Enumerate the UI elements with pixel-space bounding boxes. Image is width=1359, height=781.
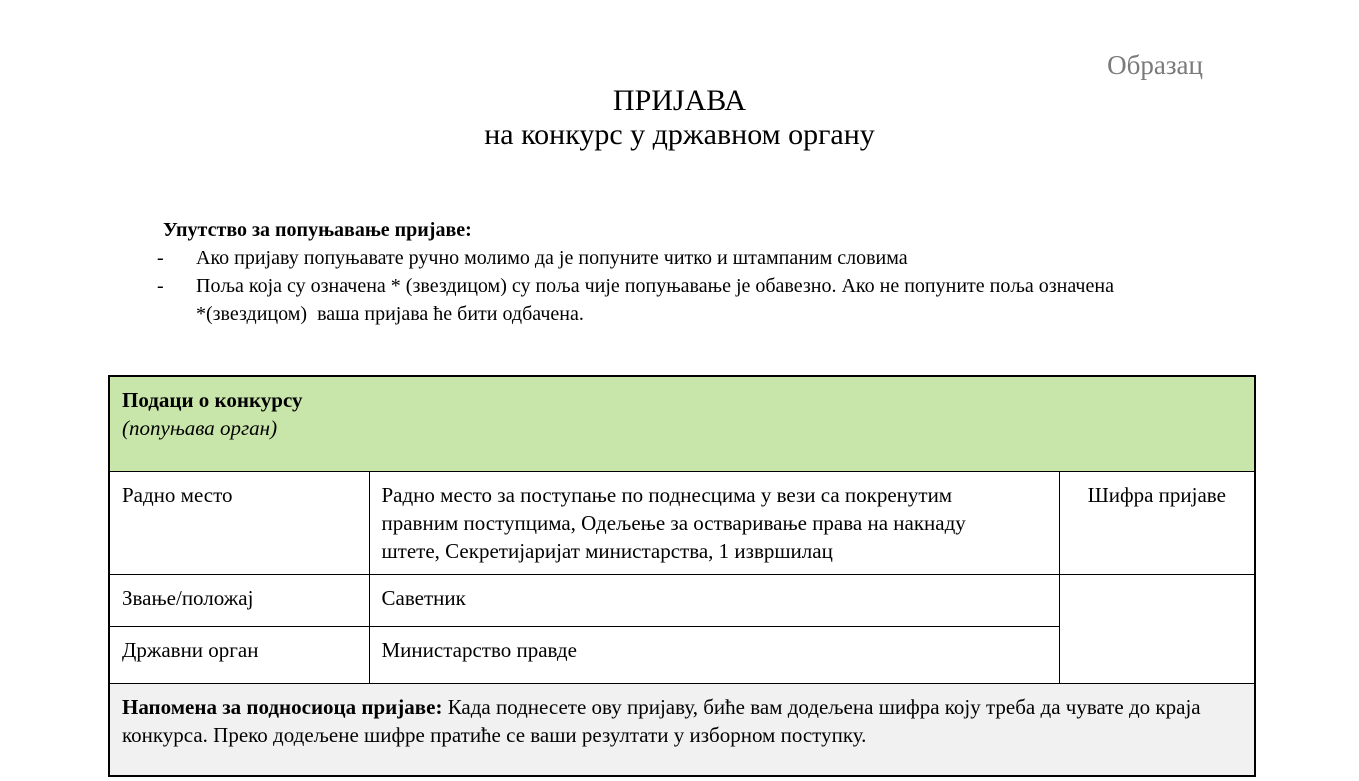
- table-header-title: Подаци о конкурсу: [122, 388, 303, 412]
- note-line: конкурса. Преко додељене шифре пратиће се ваши резултати у изборном поступку.: [122, 722, 867, 747]
- document-title-line2: на конкурс у државном органу: [484, 118, 875, 151]
- sifra-prijave-value: [1059, 574, 1255, 683]
- table-row: [109, 574, 1255, 626]
- table-row: [109, 471, 1255, 574]
- document-title-line1: ПРИЈАВА: [612, 84, 747, 117]
- konkurs-table: [108, 375, 1256, 777]
- form-label: Образац: [1107, 50, 1203, 80]
- note-text: Када поднесете ову пријаву, биће вам додељена шифра коју треба да чувате до краја: [442, 694, 1201, 719]
- sifra-prijave-header: Шифра пријаве: [1059, 471, 1255, 574]
- value-line: правним поступцима, Одељење за остваривање права на накнаду: [381, 510, 966, 535]
- instruction-line: *(звездицом) ваша пријава ће бити одбачена.: [196, 303, 584, 325]
- value-line: Саветник: [381, 585, 466, 610]
- value-line: Министарство правде: [381, 637, 577, 662]
- instruction-item: [157, 272, 1359, 328]
- bullet-dash: -: [157, 275, 164, 297]
- row-label-drzavni-organ: Државни орган: [109, 626, 369, 683]
- value-line: штете, Секретијаријат министарства, 1 извршилац: [381, 538, 833, 563]
- note-for-applicant: [109, 683, 1255, 776]
- row-label-radno-mesto: Радно место: [109, 471, 369, 574]
- instruction-line: Поља која су означена * (звездицом) су поља чије попуњавање је обавезно. Ако не попуните поља означена: [196, 275, 1114, 297]
- instructions-section: [157, 216, 1359, 328]
- note-row: [109, 683, 1255, 776]
- instructions-heading: Упутство за попуњавање пријаве:: [163, 219, 472, 241]
- bullet-dash: -: [157, 247, 164, 269]
- drzavni-organ-value: [369, 626, 1059, 683]
- table-header-row: [109, 376, 1255, 471]
- instruction-item: [157, 244, 1359, 272]
- zvanje-polozaj-value: [369, 574, 1059, 626]
- table-header-cell: [109, 376, 1255, 471]
- value-line: Радно место за поступање по поднесцима у вези са покренутим: [381, 482, 953, 507]
- radno-mesto-value: [369, 471, 1059, 574]
- instruction-text: [196, 244, 908, 272]
- instruction-text: [196, 272, 1114, 328]
- note-line: [122, 693, 1242, 721]
- instruction-line: Ако пријаву попуњавате ручно молимо да је попуните читко и штампаним словима: [196, 247, 908, 269]
- note-bold-label: Напомена за подносиоца пријаве:: [122, 694, 443, 719]
- row-label-zvanje-polozaj: Звање/положај: [109, 574, 369, 626]
- table-header-subtitle: (попуњава орган): [122, 416, 278, 440]
